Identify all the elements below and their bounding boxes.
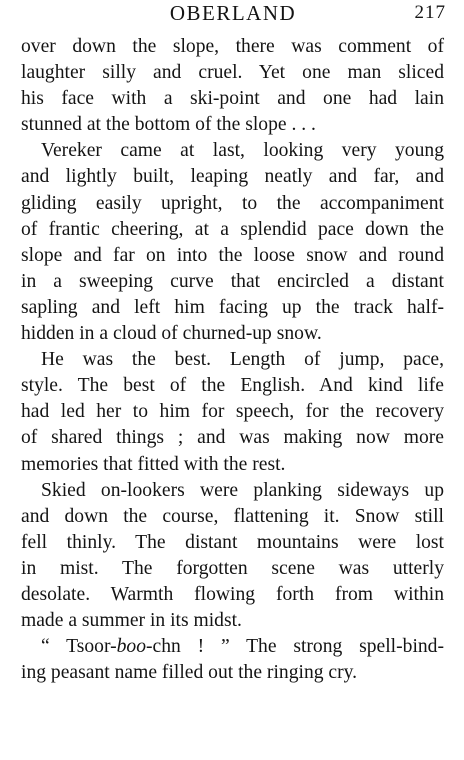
- chapter-title: OBERLAND: [169, 1, 297, 25]
- text-line: style. The best of the English. And kind life: [21, 375, 444, 397]
- text-line: made a summer in its midst.: [21, 610, 242, 632]
- text-line: slope and far on into the loose snow and round: [21, 244, 444, 266]
- text-line: of shared things ; and was making now more: [21, 427, 444, 449]
- text-line: stunned at the bottom of the slope . . .: [21, 114, 316, 136]
- paragraph: [21, 634, 444, 686]
- text-line: in mist. The forgotten scene was utterly: [21, 557, 444, 579]
- text-line: He was the best. Length of jump, pace,: [41, 349, 444, 371]
- text-line: of frantic cheering, at a splendid pace down the: [21, 218, 444, 240]
- text-line: memories that fitted with the rest.: [21, 453, 286, 475]
- text-line: sapling and left him facing up the track half-: [21, 296, 444, 318]
- running-head: [20, 0, 446, 30]
- paragraph: [21, 478, 444, 635]
- text-line: desolate. Warmth flowing forth from within: [21, 583, 444, 605]
- paragraph: [21, 34, 444, 138]
- text-line: fell thinly. The distant mountains were lost: [21, 531, 444, 553]
- text-line: laughter silly and cruel. Yet one man sliced: [21, 62, 444, 84]
- text-line: in a sweeping curve that encircled a distant: [21, 270, 444, 292]
- text-line: ing peasant name filled out the ringing cry.: [21, 662, 358, 684]
- page-number: 217: [414, 2, 446, 23]
- italic-text: boo: [116, 636, 147, 658]
- text-line: gliding easily upright, to the accompaniment: [21, 192, 444, 214]
- paragraph: [21, 347, 444, 477]
- body-text: [21, 34, 444, 686]
- text-line: Skied on-lookers were planking sideways up: [41, 479, 444, 501]
- text-line: over down the slope, there was comment of: [21, 36, 444, 57]
- text-line: and down the course, flattening it. Snow still: [21, 505, 444, 527]
- text-line: had led her to him for speech, for the recovery: [21, 401, 444, 423]
- paragraph: [21, 138, 444, 347]
- text-line: his face with a ski-point and one had lain: [21, 88, 444, 110]
- text-line: “ Tsoor-boo-chn ! ” The strong spell-bind-: [41, 636, 445, 658]
- text-line: hidden in a cloud of churned-up snow.: [21, 323, 322, 345]
- text-line: Vereker came at last, looking very young: [41, 140, 444, 162]
- text-line: and lightly built, leaping neatly and far, and: [21, 166, 444, 188]
